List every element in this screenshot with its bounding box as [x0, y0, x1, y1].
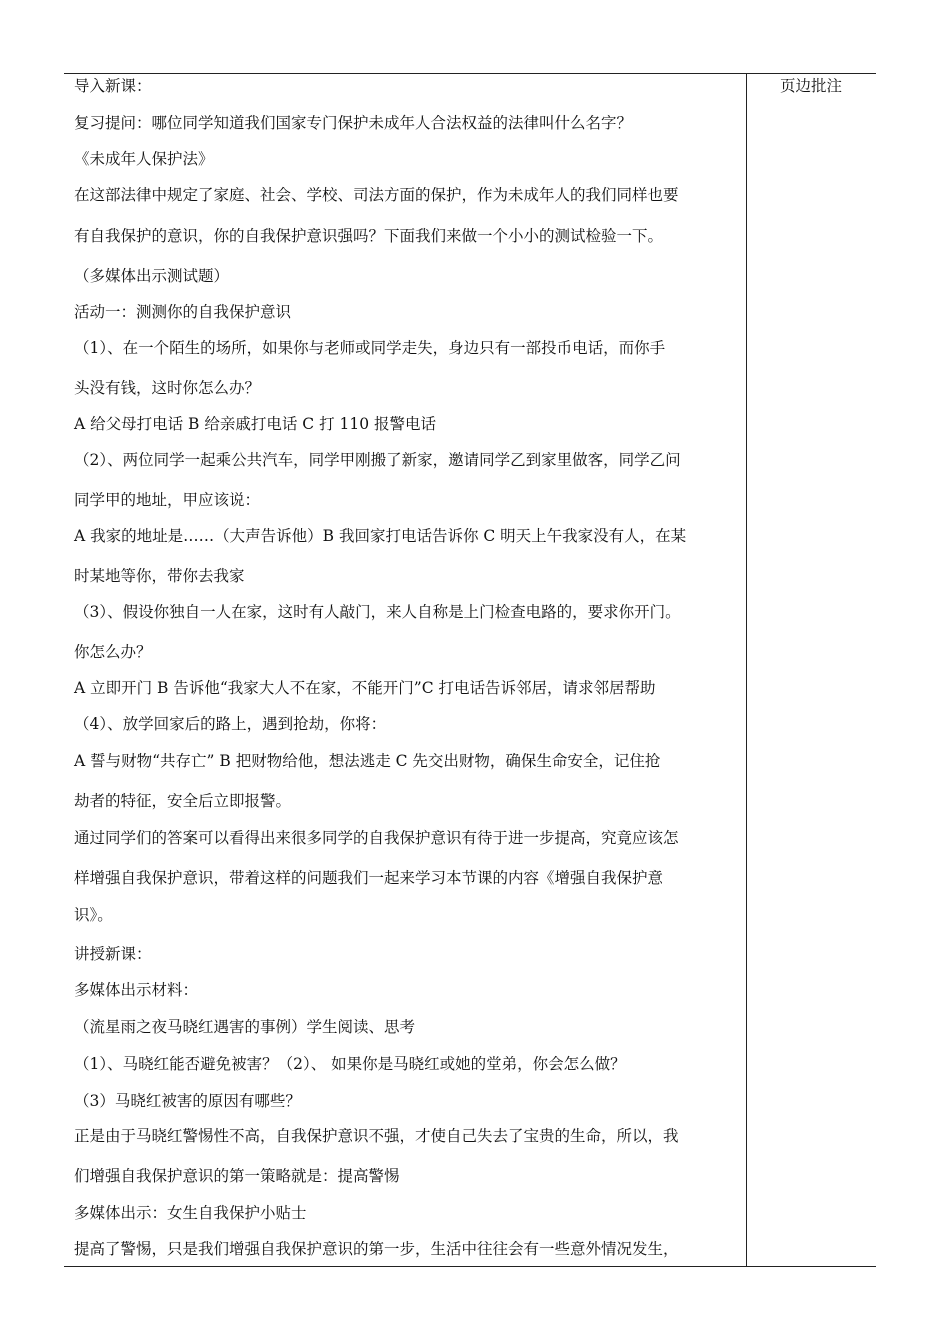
text-line: 提高了警惕，只是我们增强自我保护意识的第一步，生活中往往会有一些意外情况发生，: [74, 1240, 679, 1258]
text-line: （1）、马晓红能否避免被害？（2）、 如果你是马晓红或她的堂弟，你会怎么做？: [74, 1055, 626, 1073]
text-line: （流星雨之夜马晓红遇害的事例）学生阅读、思考: [74, 1018, 416, 1036]
text-line: 样增强自我保护意识，带着这样的问题我们一起来学习本节课的内容《增强自我保护意: [74, 869, 664, 887]
margin-notes-title: 页边批注: [779, 77, 842, 95]
text-line: A 誓与财物“共存亡” B 把财物给他，想法逃走 C 先交出财物，确保生命安全，记住抢: [74, 752, 661, 770]
text-line: 《未成年人保护法》: [74, 150, 214, 168]
text-line: （2）、两位同学一起乘公共汽车，同学甲刚搬了新家，邀请同学乙到家里做客，同学乙问: [74, 451, 681, 469]
text-line: 头没有钱，这时你怎么办？: [74, 379, 261, 397]
text-line: 识》。: [74, 906, 113, 924]
text-line: A 我家的地址是……（大声告诉他）B 我回家打电话告诉你 C 明天上午我家没有人，在某: [74, 527, 687, 545]
text-line: 同学甲的地址，甲应该说：: [74, 491, 261, 509]
text-line: （4）、放学回家后的路上，遇到抢劫，你将：: [74, 715, 387, 733]
text-line: 活动一：测测你的自我保护意识: [74, 303, 292, 321]
text-line: 有自我保护的意识，你的自我保护意识强吗？下面我们来做一个小小的测试检验一下。: [74, 227, 664, 245]
text-line: （1）、在一个陌生的场所，如果你与老师或同学走失，身边只有一部投币电话，而你手: [74, 339, 666, 357]
margin-notes-column: [756, 76, 866, 96]
text-line: 导入新课：: [74, 77, 152, 95]
text-line: 复习提问：哪位同学知道我们国家专门保护未成年人合法权益的法律叫什么名字？: [74, 114, 633, 132]
text-line: （多媒体出示测试题）: [74, 267, 230, 285]
text-line: 们增强自我保护意识的第一策略就是：提高警惕: [74, 1167, 400, 1185]
text-line: 多媒体出示材料：: [74, 981, 199, 999]
text-line: 多媒体出示：女生自我保护小贴士: [74, 1204, 307, 1222]
text-line: 通过同学们的答案可以看得出来很多同学的自我保护意识有待于进一步提高，究竟应该怎: [74, 829, 679, 847]
text-line: 劫者的特征，安全后立即报警。: [74, 792, 292, 810]
text-line: 你怎么办？: [74, 643, 152, 661]
lesson-table: [64, 73, 876, 1267]
text-line: 时某地等你，带你去我家: [74, 567, 245, 585]
text-line: 正是由于马晓红警惕性不高，自我保护意识不强，才使自己失去了宝贵的生命，所以，我: [74, 1127, 679, 1145]
text-line: A 立即开门 B 告诉他“我家大人不在家，不能开门”C 打电话告诉邻居，请求邻居帮助: [74, 679, 656, 697]
text-line: 讲授新课：: [74, 945, 152, 963]
text-line: 在这部法律中规定了家庭、社会、学校、司法方面的保护，作为未成年人的我们同样也要: [74, 186, 679, 204]
column-divider: [746, 74, 747, 1266]
text-line: （3）马晓红被害的原因有哪些？: [74, 1092, 301, 1110]
text-line: （3）、假设你独自一人在家，这时有人敲门，来人自称是上门检查电路的，要求你开门。: [74, 603, 681, 621]
text-line: A 给父母打电话 B 给亲戚打电话 C 打 110 报警电话: [74, 415, 437, 433]
